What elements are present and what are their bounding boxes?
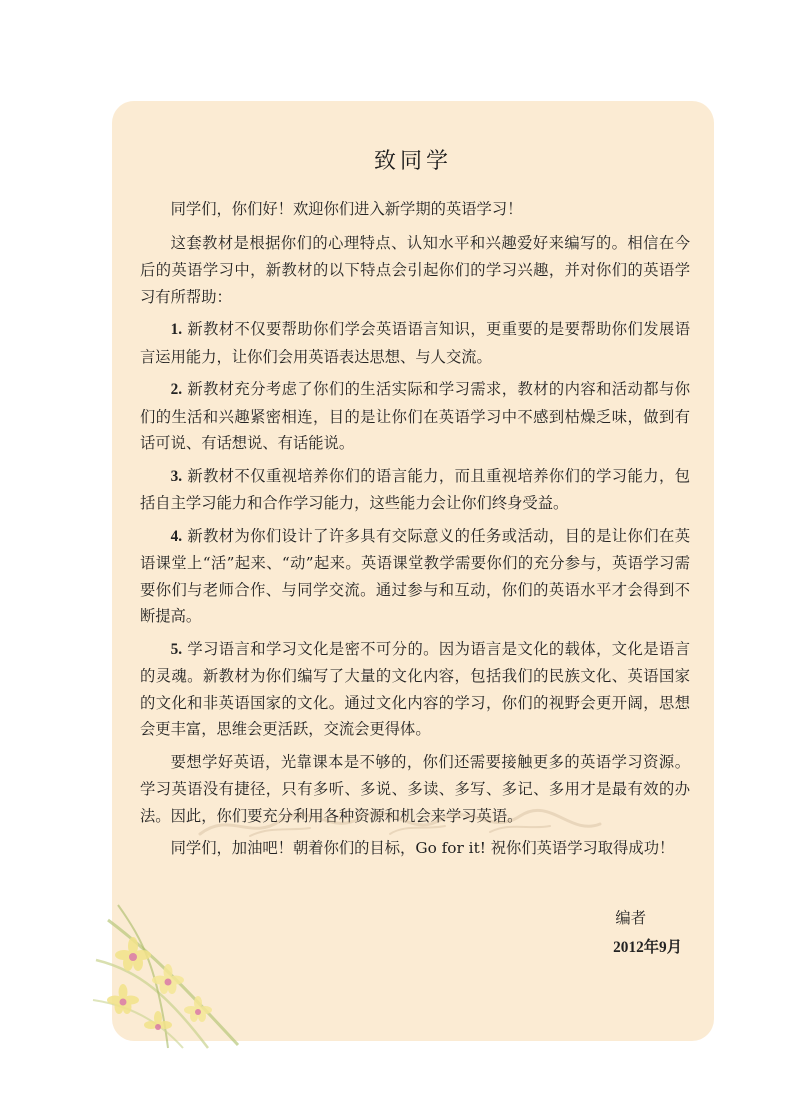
- paragraph-point-1: 1. 新教材不仅要帮助你们学会英语语言知识，更重要的是要帮助你们发展语言运用能力，让你们会用英语表达思想、与人交流。: [140, 320, 690, 366]
- point-number: 1.: [170, 321, 183, 338]
- paragraph-point-5: 5. 学习语言和学习文化是密不可分的。因为语言是文化的载体，文化是语言的灵魂。新教材为你们编写了大量的文化内容，包括我们的民族文化、英语国家的文化和非英语国家的文化。通过文化内容的学习，你们的视野会更开阔，思想会更丰富，思维会更活跃，交流会更得体。: [140, 639, 690, 738]
- orchid-flower-illustration: [88, 900, 258, 1050]
- point-number: 5.: [170, 640, 183, 658]
- point-number: 3.: [170, 467, 183, 485]
- signature-author: 编者: [615, 909, 646, 927]
- paragraph-intro: 这套教材是根据你们的心理特点、认知水平和兴趣爱好来编写的。相信在今后的英语学习中，新教材的以下特点会引起你们的学习兴趣，并对你们的英语学习有所帮助：: [140, 233, 690, 306]
- paragraph-point-3: 3. 新教材不仅重视培养你们的语言能力，而且重视培养你们的学习能力，包括自主学习能力和合作学习能力，这些能力会让你们终身受益。: [140, 466, 690, 512]
- script-watermark: [190, 806, 610, 846]
- paragraph-point-4: 4. 新教材为你们设计了许多具有交际意义的任务或活动，目的是让你们在英语课堂上“活”起来、“动”起来。英语课堂教学需要你们的充分参与，英语学习需要你们与老师合作、与同学交流。通过参与和互动，你们的英语水平才会得到不断提高。: [140, 526, 690, 625]
- point-number: 4.: [170, 527, 183, 545]
- letter-body: [140, 196, 690, 869]
- paragraph-greeting: 同学们，你们好！欢迎你们进入新学期的英语学习！: [170, 200, 523, 218]
- paragraph-closing: 同学们，加油吧！朝着你们的目标，Go for it! 祝你们英语学习取得成功！: [170, 839, 675, 857]
- paragraph-point-2: 2. 新教材充分考虑了你们的生活实际和学习需求，教材的内容和活动都与你们的生活和兴趣紧密相连，目的是让你们在英语学习中不感到枯燥乏味，做到有话可说、有话想说、有话能说。: [140, 380, 690, 452]
- point-number: 2.: [170, 381, 183, 398]
- signature-block: [552, 904, 682, 962]
- paragraph-resources: 要想学好英语，光靠课本是不够的，你们还需要接触更多的英语学习资源。学习英语没有捷径，只有多听、多说、多读、多写、多记、多用才是最有效的办法。因此，你们要充分利用各种资源和机会来学习英语。: [140, 752, 690, 825]
- signature-date: 2012年9月: [613, 939, 682, 956]
- page-title: 致同学: [373, 149, 452, 174]
